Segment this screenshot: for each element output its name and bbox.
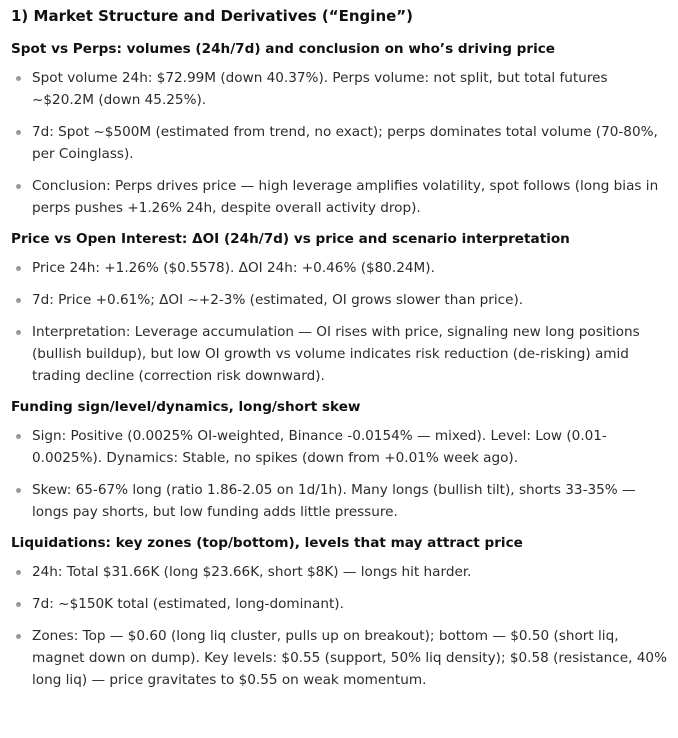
list-item-text: Conclusion: Perps drives price — high leverage amplifies volatility, spot follows (long bias in perps pushes +1.26% 24h, despite overall activity drop). bbox=[32, 178, 659, 216]
section-heading: Funding sign/level/dynamics, long/short skew bbox=[11, 399, 361, 415]
list-item-text: Sign: Positive (0.0025% OI-weighted, Binance -0.0154% — mixed). Level: Low (0.01-0.0025%). Dynamics: Stable, no spikes (down from +0.01% week ago). bbox=[32, 428, 607, 466]
bullet-dot-icon bbox=[16, 130, 21, 135]
list-item-text: 7d: Price +0.61%; ΔOI ~+2-3% (estimated, OI grows slower than price). bbox=[32, 292, 524, 308]
bullet-dot-icon bbox=[16, 298, 21, 303]
bullet-dot-icon bbox=[16, 266, 21, 271]
bullet-dot-icon bbox=[16, 184, 21, 189]
section-funding bbox=[11, 397, 670, 523]
bullet-dot-icon bbox=[16, 602, 21, 607]
bullet-dot-icon bbox=[16, 488, 21, 493]
list-item bbox=[11, 175, 670, 219]
bullet-dot-icon bbox=[16, 330, 21, 335]
list-item bbox=[11, 67, 670, 111]
list-item-text: Price 24h: +1.26% ($0.5578). ΔOI 24h: +0.46% ($80.24M). bbox=[32, 260, 435, 276]
bullet-list bbox=[11, 561, 670, 691]
section-heading: Price vs Open Interest: ΔOI (24h/7d) vs price and scenario interpretation bbox=[11, 231, 570, 247]
list-item bbox=[11, 625, 670, 691]
list-item bbox=[11, 289, 670, 311]
section-liquidations bbox=[11, 533, 670, 691]
bullet-list bbox=[11, 67, 670, 219]
list-item-text: Zones: Top — $0.60 (long liq cluster, pulls up on breakout); bottom — $0.50 (short liq, magnet down on dump). Key levels: $0.55 (support, 50% liq density); $0.58 (resistance, 40% long liq) — price gravitates to $0.55 on weak momentum. bbox=[32, 628, 667, 688]
list-item bbox=[11, 257, 670, 279]
list-item bbox=[11, 479, 670, 523]
section-heading: Spot vs Perps: volumes (24h/7d) and conclusion on who’s driving price bbox=[11, 41, 556, 57]
list-item-text: 24h: Total $31.66K (long $23.66K, short $8K) — longs hit harder. bbox=[32, 564, 472, 580]
bullet-dot-icon bbox=[16, 434, 21, 439]
list-item bbox=[11, 121, 670, 165]
bullet-list bbox=[11, 425, 670, 523]
list-item bbox=[11, 321, 670, 387]
section-heading: Liquidations: key zones (top/bottom), levels that may attract price bbox=[11, 535, 523, 551]
list-item-text: Interpretation: Leverage accumulation — OI rises with price, signaling new long positions (bullish buildup), but low OI growth vs volume indicates risk reduction (de-risking) amid trading decline (correction risk downward). bbox=[32, 324, 640, 384]
page-title: 1) Market Structure and Derivatives (“Engine”) bbox=[11, 7, 414, 25]
list-item bbox=[11, 425, 670, 469]
section-spot-vs-perps bbox=[11, 39, 670, 219]
section-price-vs-oi bbox=[11, 229, 670, 387]
list-item bbox=[11, 561, 670, 583]
list-item bbox=[11, 593, 670, 615]
bullet-dot-icon bbox=[16, 570, 21, 575]
list-item-text: Spot volume 24h: $72.99M (down 40.37%). Perps volume: not split, but total futures ~$20.2M (down 45.25%). bbox=[32, 70, 608, 108]
list-item-text: 7d: Spot ~$500M (estimated from trend, no exact); perps dominates total volume (70-80%, per Coinglass). bbox=[32, 124, 658, 162]
bullet-list bbox=[11, 257, 670, 387]
list-item-text: Skew: 65-67% long (ratio 1.86-2.05 on 1d/1h). Many longs (bullish tilt), shorts 33-35% — longs pay shorts, but low funding adds little pressure. bbox=[32, 482, 636, 520]
bullet-dot-icon bbox=[16, 634, 21, 639]
bullet-dot-icon bbox=[16, 76, 21, 81]
list-item-text: 7d: ~$150K total (estimated, long-dominant). bbox=[32, 596, 344, 612]
